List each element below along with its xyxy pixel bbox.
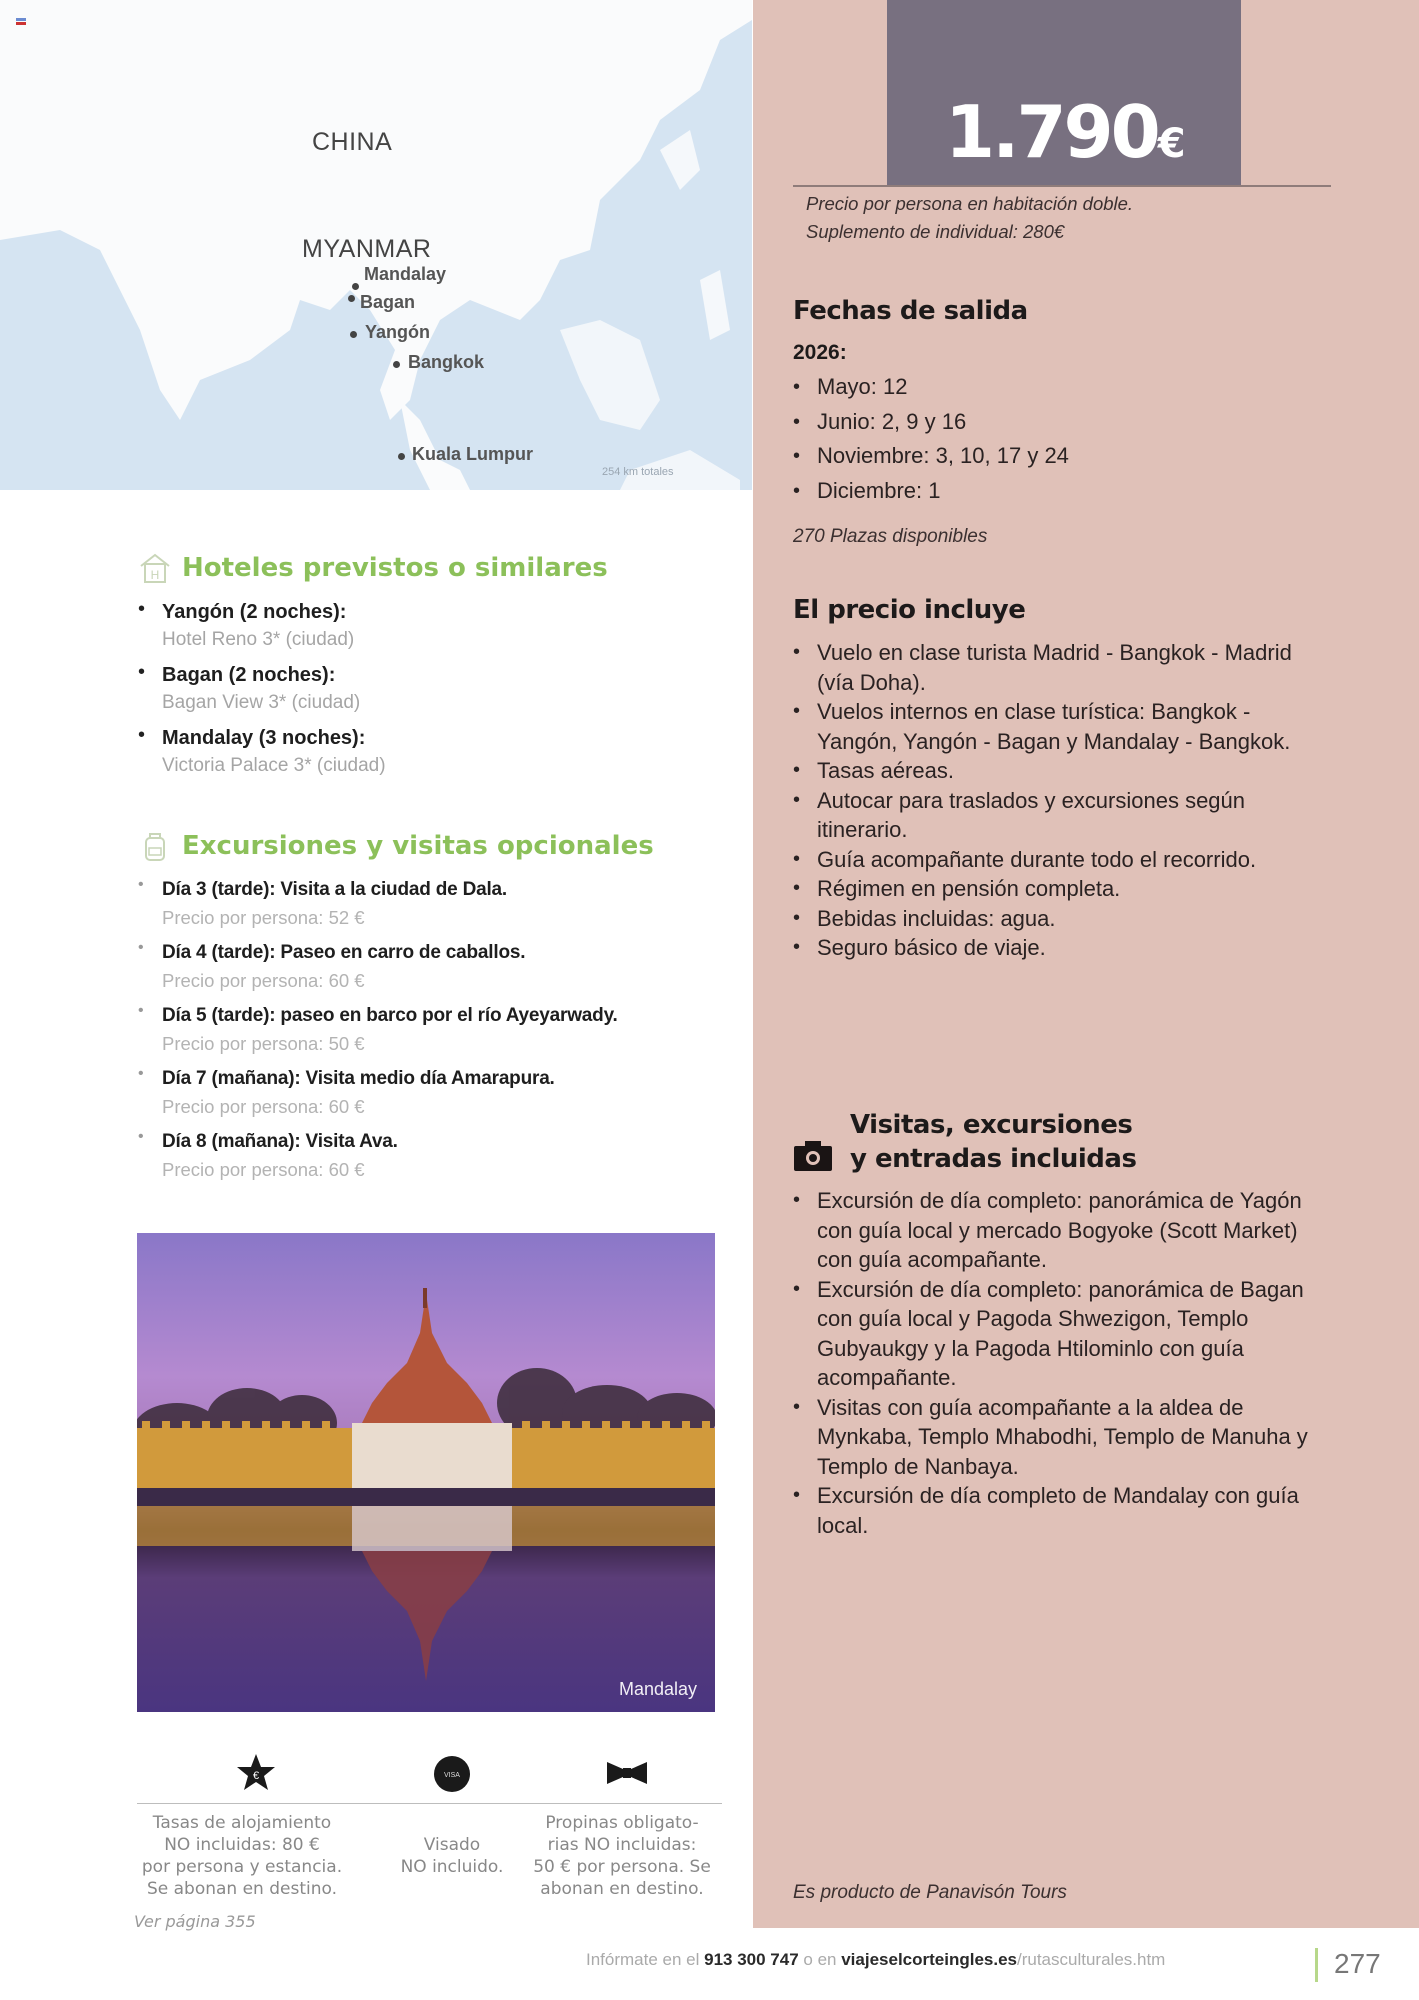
visa-stamp-icon: [432, 1754, 472, 1794]
dates-title: Fechas de salida: [793, 296, 1028, 326]
price-amount: 1.790€: [945, 90, 1186, 174]
includes-item: • Tasas aéreas.: [793, 756, 1333, 786]
price-divider: [793, 185, 1331, 187]
map-scale-label: 254 km totales: [602, 466, 674, 478]
visits-title: Visitas, excursiones y entradas incluidas: [850, 1110, 1137, 1174]
route-map: [0, 0, 752, 490]
includes-item: • Autocar para traslados y excursiones según itinerario.: [793, 786, 1333, 845]
bow-tie-icon: [605, 1760, 649, 1786]
info-panel: [753, 0, 1419, 1928]
map-dot-bangkok: [393, 361, 400, 368]
dates-list: [793, 370, 1393, 508]
excursions-title: Excursiones y visitas opcionales: [182, 831, 654, 861]
camera-icon: [793, 1140, 833, 1172]
map-dot-mandalay: [352, 283, 359, 290]
date-item: • Junio: 2, 9 y 16: [793, 405, 1393, 440]
note-visa: Visado NO incluido.: [400, 1835, 504, 1877]
hotels-header: [138, 552, 608, 584]
map-label-mandalay: Mandalay: [364, 264, 447, 284]
notes-icons-row: [137, 1752, 722, 1796]
svg-text:VISA: VISA: [444, 1772, 460, 1779]
visits-item: • Excursión de día completo: panorámica de Bagan con guía local y Pagoda Shwezigon, Templo Gubyaukgy y la Pagoda Htilominlo con guía acompañante.: [793, 1275, 1333, 1393]
excursion-item: • Día 5 (tarde): paseo en barco por el río Ayeyarwady. Precio por persona: 50 €: [138, 1002, 738, 1058]
excursions-list: [138, 876, 738, 1191]
note-lodging-tax: Tasas de alojamiento NO incluidas: 80 € por persona y estancia. Se abonan en destino.: [141, 1813, 343, 1899]
includes-item: • Régimen en pensión completa.: [793, 874, 1333, 904]
date-item: • Diciembre: 1: [793, 474, 1393, 509]
visits-item: • Excursión de día completo: panorámica de Yagón con guía local y mercado Bogyoke (Scott Market) con guía acompañante.: [793, 1186, 1333, 1275]
visits-list: [793, 1186, 1333, 1540]
hotel-item: • Bagan (2 noches): Bagan View 3* (ciudad): [138, 661, 698, 717]
tax-star-icon: [235, 1752, 277, 1794]
footer-phone[interactable]: 913 300 747: [704, 1950, 799, 1969]
note-tips: Propinas obligato- rias NO incluidas: 50 € por persona. Se abonan en destino.: [533, 1813, 711, 1899]
photo-caption: Mandalay: [618, 1679, 697, 1699]
includes-item: • Seguro básico de viaje.: [793, 933, 1333, 963]
page-number: 277: [1334, 1948, 1381, 1979]
price-box: [887, 0, 1241, 186]
map-label-myanmar: MYANMAR: [302, 235, 432, 263]
hotel-item: • Mandalay (3 noches): Victoria Palace 3* (ciudad): [138, 724, 698, 780]
includes-item: • Guía acompañante durante todo el recorrido.: [793, 845, 1333, 875]
svg-text:€: €: [252, 1770, 260, 1782]
excursion-item: • Día 4 (tarde): Paseo en carro de caballos. Precio por persona: 60 €: [138, 939, 738, 995]
palace-illustration: [137, 1233, 715, 1712]
excursion-item: • Día 8 (mañana): Visita Ava. Precio por persona: 60 €: [138, 1128, 738, 1184]
footer-divider: [1315, 1948, 1318, 1982]
see-page-link[interactable]: Ver página 355: [134, 1912, 256, 1931]
mandalay-photo: [137, 1233, 715, 1712]
notes-divider: [137, 1803, 722, 1804]
includes-item: • Vuelos internos en clase turística: Bangkok - Yangón, Yangón - Bagan y Mandalay - Bangkok.: [793, 697, 1333, 756]
footer-contact: Infórmate en el 913 300 747 o en viajeselcorteingles.es/rutasculturales.htm: [586, 1950, 1166, 1969]
date-item: • Noviembre: 3, 10, 17 y 24: [793, 439, 1393, 474]
date-item: • Mayo: 12: [793, 370, 1393, 405]
map-label-bagan: Bagan: [360, 292, 416, 312]
map-label-china: CHINA: [312, 128, 393, 156]
visits-item: • Visitas con guía acompañante a la aldea de Mynkaba, Templo Mhabodhi, Templo de Manuha y Templo de Nanbaya.: [793, 1393, 1333, 1482]
excursions-header: [138, 830, 654, 862]
footer-site-link[interactable]: viajeselcorteingles.es: [841, 1950, 1017, 1969]
dates-year: 2026:: [793, 341, 847, 364]
excursion-item: • Día 7 (mañana): Visita medio día Amarapura. Precio por persona: 60 €: [138, 1065, 738, 1121]
svg-text:H: H: [150, 568, 160, 582]
includes-title: El precio incluye: [793, 595, 1026, 625]
visits-item: • Excursión de día completo de Mandalay con guía local.: [793, 1481, 1333, 1540]
footer-site-path[interactable]: /rutasculturales.htm: [1017, 1950, 1166, 1969]
includes-list: [793, 638, 1333, 963]
map-label-bangkok: Bangkok: [408, 352, 485, 372]
price-note-single-supplement: Suplemento de individual: 280€: [806, 221, 1065, 242]
color-bar-icon: [16, 18, 26, 26]
includes-item: • Bebidas incluidas: agua.: [793, 904, 1333, 934]
producer-note: Es producto de Panavisón Tours: [793, 1882, 1067, 1903]
backpack-icon: [138, 830, 172, 862]
map-label-yangon: Yangón: [365, 322, 431, 342]
map-label-kuala-lumpur: Kuala Lumpur: [412, 444, 534, 464]
excursion-item: • Día 3 (tarde): Visita a la ciudad de Dala. Precio por persona: 52 €: [138, 876, 738, 932]
hotel-icon: [138, 552, 172, 584]
price-note-double: Precio por persona en habitación doble.: [806, 193, 1134, 214]
map-dot-bagan: [348, 295, 355, 302]
hotels-title: Hoteles previstos o similares: [182, 553, 608, 583]
map-dot-yangon: [350, 331, 357, 338]
seats-available: 270 Plazas disponibles: [793, 526, 988, 547]
hotel-item: • Yangón (2 noches): Hotel Reno 3* (ciudad): [138, 598, 698, 654]
hotels-list: [138, 598, 698, 787]
includes-item: • Vuelo en clase turista Madrid - Bangkok - Madrid (vía Doha).: [793, 638, 1333, 697]
map-dot-kuala-lumpur: [398, 453, 405, 460]
